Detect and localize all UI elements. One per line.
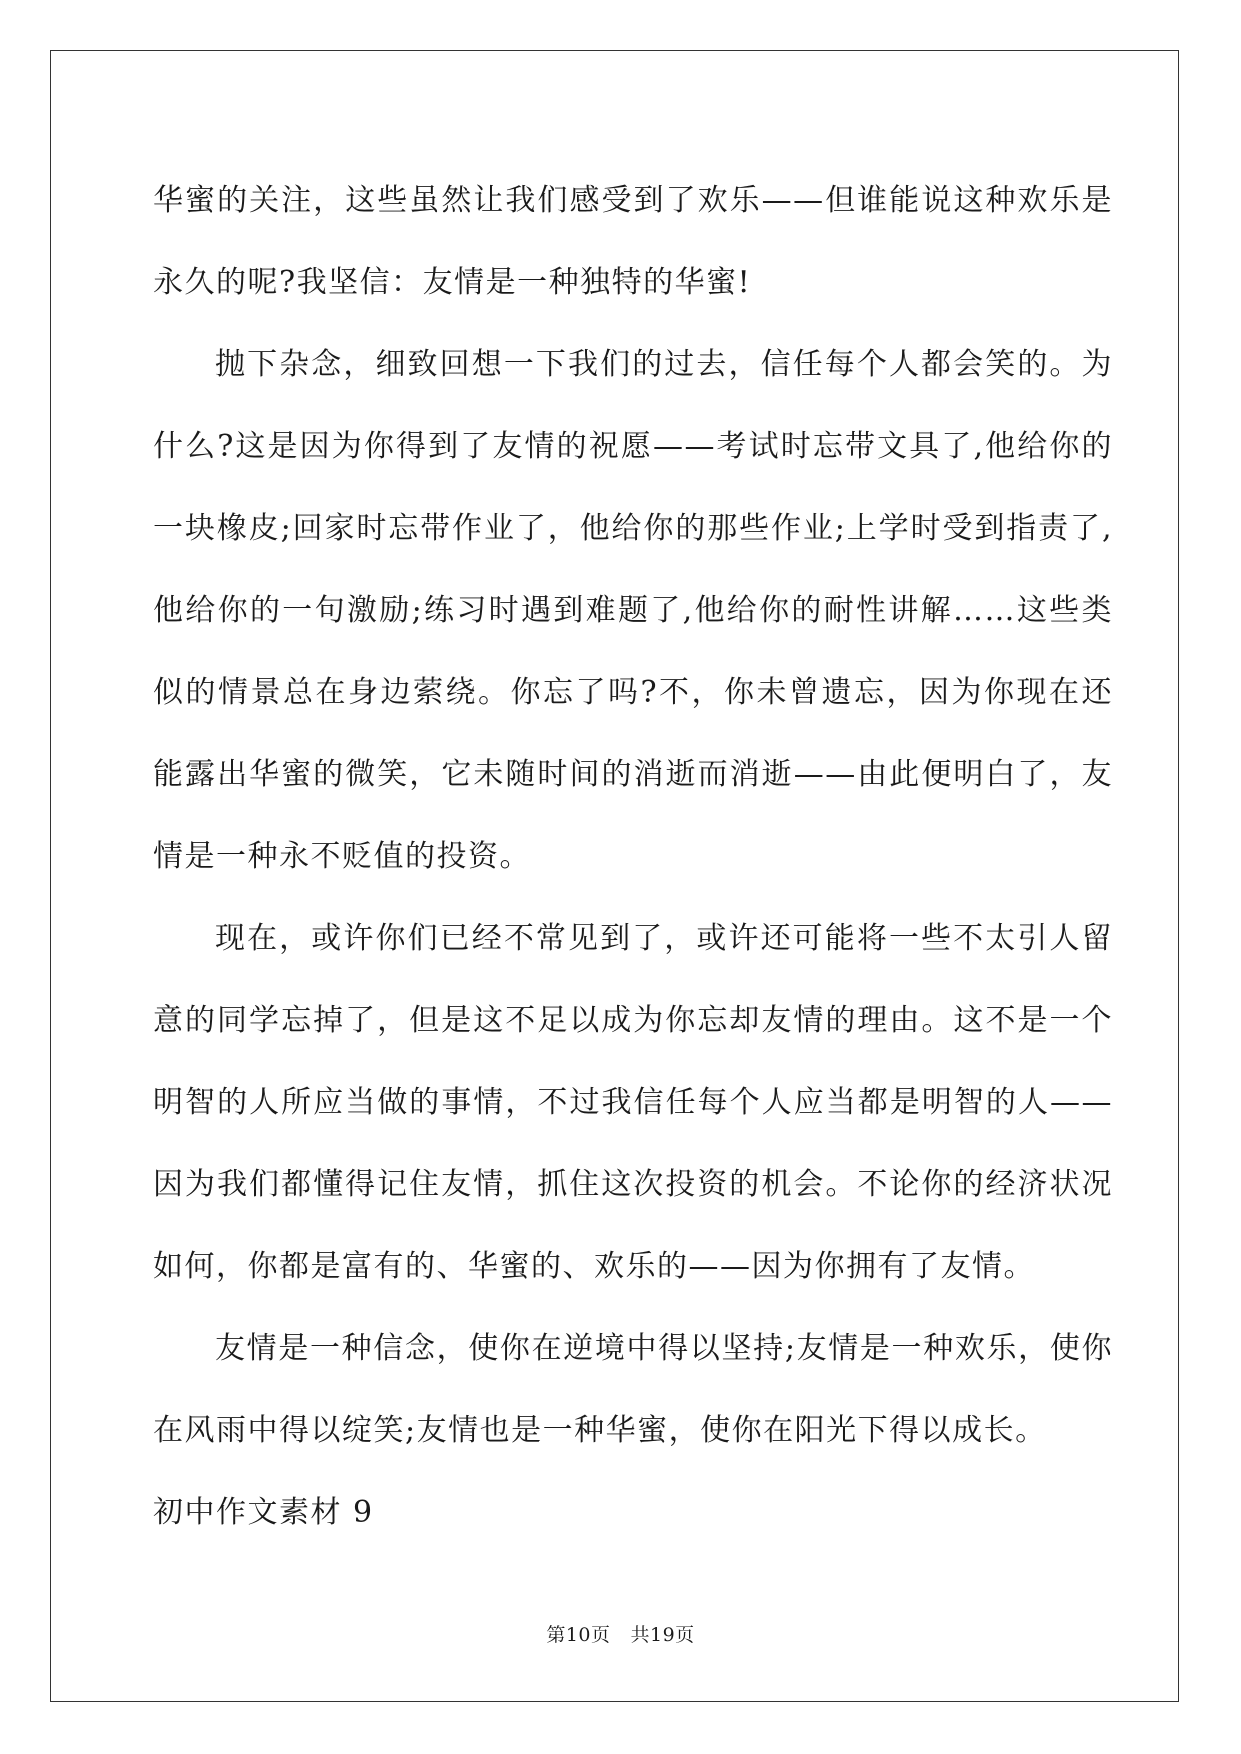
page-footer	[0, 1620, 1241, 1647]
page-total: 共19页	[630, 1624, 695, 1646]
paragraph-3: 现在，或许你们已经不常见到了，或许还可能将一些不太引人留意的同学忘掉了，但是这不足以成为你忘却友情的理由。这不是一个明智的人所应当做的事情，不过我信任每个人应当都是明智的人——因为我们都懂得记住友情，抓住这次投资的机会。不论你的经济状况如何，你都是富有的、华蜜的、欢乐的——因为你拥有了友情。	[153, 921, 1113, 1284]
paragraph-1: 华蜜的关注，这些虽然让我们感受到了欢乐——但谁能说这种欢乐是永久的呢?我坚信：友情是一种独特的华蜜!	[153, 183, 1113, 300]
section-heading: 初中作文素材 9	[153, 1495, 374, 1530]
page-number: 第10页	[546, 1624, 611, 1646]
document-body	[153, 160, 1113, 1554]
paragraph-4: 友情是一种信念，使你在逆境中得以坚持;友情是一种欢乐，使你在风雨中得以绽笑;友情也是一种华蜜，使你在阳光下得以成长。	[153, 1331, 1113, 1448]
paragraph-2: 抛下杂念，细致回想一下我们的过去，信任每个人都会笑的。为什么?这是因为你得到了友情的祝愿——考试时忘带文具了,他给你的一块橡皮;回家时忘带作业了，他给你的那些作业;上学时受到指责了,他给你的一句激励;练习时遇到难题了,他给你的耐性讲解……这些类似的情景总在身边萦绕。你忘了吗?不，你未曾遗忘，因为你现在还能露出华蜜的微笑，它未随时间的消逝而消逝——由此便明白了，友情是一种永不贬值的投资。	[153, 347, 1113, 874]
